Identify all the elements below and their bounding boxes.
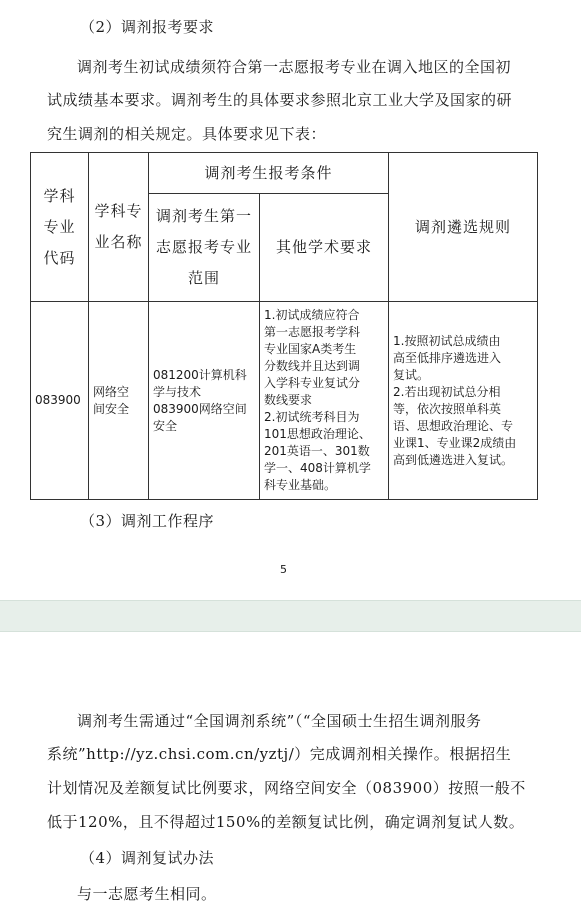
cell-rules: 1.按照初试总成绩由 高至低排序遴选进入 复试。 2.若出现初试总分相 等，依次按照单科英 语、思想政治理论、专 业课1、专业课2成绩由 高到低遴选进入复试。	[389, 302, 538, 500]
paragraph-line: 试成绩基本要求。调剂考生的具体要求参照北京工业大学及国家的研	[47, 91, 513, 109]
paragraph-line: 与一志愿考生相同。	[77, 885, 217, 903]
cell-name: 网络空 间安全	[89, 302, 149, 500]
paragraph-line: 调剂考生初试成绩须符合第一志愿报考专业在调入地区的全国初	[77, 58, 512, 76]
header-subject-name: 学科专 业名称	[89, 153, 149, 302]
paragraph-line: 究生调剂的相关规定。具体要求见下表：	[47, 125, 327, 143]
page-number: 5	[280, 563, 287, 576]
paragraph-line: 系统”http://yz.chsi.com.cn/yztj/）完成调剂相关操作。根据招生	[47, 745, 512, 763]
paragraph-line: 计划情况及差额复试比例要求，网络空间安全（083900）按照一般不	[47, 779, 526, 797]
paragraph-line: 调剂考生需通过“全国调剂系统”（“全国硕士生招生调剂服务	[77, 712, 482, 730]
document-page-bottom	[0, 632, 581, 915]
transfer-requirements-table	[30, 152, 538, 500]
cell-code: 083900	[31, 302, 89, 500]
cell-academic: 1.初试成绩应符合 第一志愿报考学科 专业国家A类考生 分数线并且达到调 入学科专业复试分 数线要求 2.初试统考科目为 101思想政治理论、 201英语一、301数 学一、408计算机学 科专业基础。	[260, 302, 389, 500]
heading-2: （2）调剂报考要求	[80, 18, 215, 36]
header-first-choice-range: 调剂考生第一 志愿报考专业 范围	[149, 194, 260, 302]
header-subject-code: 学科 专业 代码	[31, 153, 89, 302]
cell-range: 081200计算机科 学与技术 083900网络空间 安全	[149, 302, 260, 500]
paragraph-line: 低于120%，且不得超过150%的差额复试比例，确定调剂复试人数。	[47, 813, 525, 831]
header-academic-requirements: 其他学术要求	[260, 194, 389, 302]
heading-3: （3）调剂工作程序	[80, 512, 215, 530]
header-selection-rules: 调剂遴选规则	[389, 153, 538, 302]
page-separator	[0, 600, 581, 632]
heading-4: （4）调剂复试办法	[80, 849, 215, 867]
header-conditions-group: 调剂考生报考条件	[149, 153, 389, 194]
